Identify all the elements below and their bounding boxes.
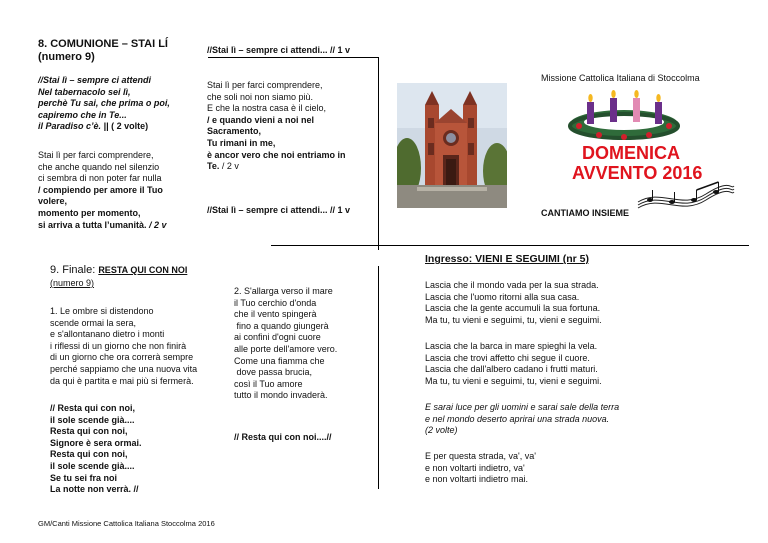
finale-v2-line-7: Come una fiamma che (234, 355, 325, 366)
refrain-reference-top: //Stai lì – sempre ci attendi... // 1 v (207, 45, 351, 55)
finale-v1-line-7: da qui è partita e mai più si fermerà. (50, 375, 194, 386)
finale-refrain (50, 403, 220, 496)
italic-line-1: E sarai luce per gli uomini e sarai sale della terra (425, 402, 620, 412)
finale-section (50, 264, 210, 290)
finale-refrain-line-7: Se tu sei fra noi (50, 472, 118, 483)
verse2-line-1: Stai lì per farci comprendere, (207, 80, 323, 90)
verse2-line-6: Tu rimani in me, (207, 137, 276, 148)
verse1-line-4: / compiendo per amore il Tuo (38, 184, 163, 195)
comunione-section (38, 38, 213, 64)
finale-v2-line-10: tutto il mondo invaderà. (234, 390, 328, 401)
finale-v1-line-5: di un giorno che ora correrà sempre (50, 352, 194, 363)
music-notes-image (636, 180, 736, 216)
horizontal-divider-middle (271, 245, 749, 246)
finale-v2-line-6: alle porte dell'amore vero. (234, 343, 338, 354)
refrain-line-1: //Stai lì – sempre ci attendi (38, 75, 152, 85)
finale-v2-line-4: fino a quando giungerà (234, 320, 329, 331)
ingresso-italic-refrain (425, 402, 745, 437)
stanza1-line-2: Lascia che l'uomo ritorni alla sua casa. (425, 291, 580, 302)
mission-name: Missione Cattolica Italiana di Stoccolma (541, 73, 700, 83)
refrain-line-4: capiremo che in Te... (38, 109, 127, 120)
verse1-line-7-text: si arriva a tutta l’umanità. (38, 219, 147, 230)
verse2-repeat-note: / 2 v (219, 161, 239, 172)
verse1-line-7 (38, 220, 213, 232)
finale-refrain-line-3: Resta qui con noi, (50, 426, 128, 437)
finale-v2-line-1: 2. S'allarga verso il mare (234, 286, 333, 296)
verse2-line-2: che soli noi non siamo più. (207, 91, 314, 102)
finale-v1-line-1: 1. Le ombre si distendono (50, 306, 154, 316)
column-divider-left-lower (378, 266, 379, 489)
verse1-line-1: Stai lì per farci comprendere, (38, 150, 154, 160)
ingresso-title: Ingresso: VIENI E SEGUIMI (nr 5) (425, 253, 589, 265)
stanza1-line-1: Lascia che il mondo vada per la sua strada. (425, 280, 599, 290)
domenica-heading: DOMENICA (582, 143, 680, 163)
verse1-line-6: momento per momento, (38, 207, 141, 218)
finale-refrain-line-2: il sole scende già.... (50, 414, 135, 425)
comunione-verse-1 (38, 150, 213, 231)
finale-v2-line-9: così il Tuo amore (234, 378, 303, 389)
finale-song-name: RESTA QUI CON NOI (98, 265, 188, 275)
verse1-line-3: ci sembra di non poter far nulla (38, 173, 162, 184)
verse2-line-5: Sacramento, (207, 126, 262, 137)
finale-v2-line-2: il Tuo cerchio d'onda (234, 297, 317, 308)
refrain-line-5-text: il Paradiso c’è. || (38, 121, 109, 132)
stanza3-line-3: e non voltarti indietro mai. (425, 474, 529, 485)
stanza2-line-4: Ma tu, tu vieni e seguimi, tu, vieni e seguimi. (425, 375, 602, 386)
finale-verse-2 (234, 286, 374, 402)
horizontal-divider-top (208, 57, 378, 58)
verse1-repeat-note: / 2 v (146, 219, 167, 230)
refrain-line-2: Nel tabernacolo sei lì, (38, 86, 131, 97)
finale-v2-line-8: dove passa brucia, (234, 367, 313, 378)
finale-v1-line-6: perché sappiamo che una nuova vita (50, 363, 198, 374)
refrain-repeat-note: ( 2 volte) (108, 121, 149, 132)
italic-line-3: (2 volte) (425, 425, 458, 436)
column-divider-left (378, 57, 379, 250)
finale-refrain-line-6: il sole scende già.... (50, 460, 135, 471)
ingresso-stanza-2 (425, 341, 745, 387)
refrain-reference-bottom: //Stai lì – sempre ci attendi... // 1 v (207, 205, 351, 215)
church-photo (397, 83, 507, 208)
finale-v1-line-2: scende ormai la sera, (50, 317, 137, 328)
cantiamo-insieme: CANTIAMO INSIEME (541, 208, 630, 218)
finale-refrain-line-8: La notte non verrà. // (50, 484, 139, 495)
stanza3-line-1: E per questa strada, va', va' (425, 451, 536, 461)
verse2-line-8-text: Te. (207, 161, 220, 172)
finale-title (50, 264, 210, 277)
finale-number: 9. Finale: (50, 264, 99, 276)
finale-refrain-reference: // Resta qui con noi....// (234, 432, 332, 442)
avvento-heading: AVVENTO 2016 (572, 163, 703, 183)
stanza1-line-3: Lascia che la gente accumuli la sua fortuna. (425, 303, 601, 314)
verse2-line-3: E che la nostra casa è il cielo, (207, 103, 327, 114)
verse2-line-7: è ancor vero che noi entriamo in (207, 149, 346, 160)
finale-v2-line-3: che il vento spingerà (234, 309, 317, 320)
comunione-number: (numero 9) (38, 51, 95, 63)
advent-wreath-image (565, 88, 683, 140)
italic-line-2: e nel mondo deserto aprirai una strada nuova. (425, 413, 610, 424)
verse1-line-2: che anche quando nel silenzio (38, 161, 160, 172)
finale-verse-1 (50, 306, 220, 387)
finale-v1-line-4: i riflessi di un giorno che non finirà (50, 340, 187, 351)
stanza2-line-3: Lascia che dall'albero cadano i frutti maturi. (425, 364, 598, 375)
verse1-line-5: volere, (38, 196, 68, 207)
refrain-line-5 (38, 121, 213, 133)
finale-refrain-line-5: Resta qui con noi, (50, 449, 128, 460)
stanza2-line-2: Lascia che trovi affetto chi segue il cuore. (425, 352, 590, 363)
finale-v1-line-3: e s'allontanano dietro i monti (50, 329, 165, 340)
ingresso-stanza-1 (425, 280, 745, 326)
refrain-line-3: perchè Tu sai, che prima o poi, (38, 98, 170, 109)
verse2-line-4: / e quando vieni a noi nel (207, 114, 315, 125)
comunione-refrain (38, 75, 213, 133)
finale-refrain-line-4: Signore è sera ormai. (50, 437, 142, 448)
finale-refrain-line-1: // Resta qui con noi, (50, 403, 136, 413)
verse2-line-8 (207, 161, 372, 173)
finale-v2-line-5: ai confini d'ogni cuore (234, 332, 321, 343)
finale-number-ref: (numero 9) (50, 278, 95, 288)
stanza3-line-2: e non voltarti indietro, va' (425, 462, 525, 473)
page-footer: GM/Canti Missione Cattolica Italiana Stoccolma 2016 (38, 519, 215, 528)
comunione-verse-2 (207, 80, 372, 173)
stanza2-line-1: Lascia che la barca in mare spieghi la vela. (425, 341, 598, 351)
ingresso-stanza-3 (425, 451, 745, 486)
stanza1-line-4: Ma tu, tu vieni e seguimi, tu, vieni e seguimi. (425, 314, 602, 325)
comunione-title: 8. COMUNIONE – STAI LÍ (38, 38, 168, 50)
